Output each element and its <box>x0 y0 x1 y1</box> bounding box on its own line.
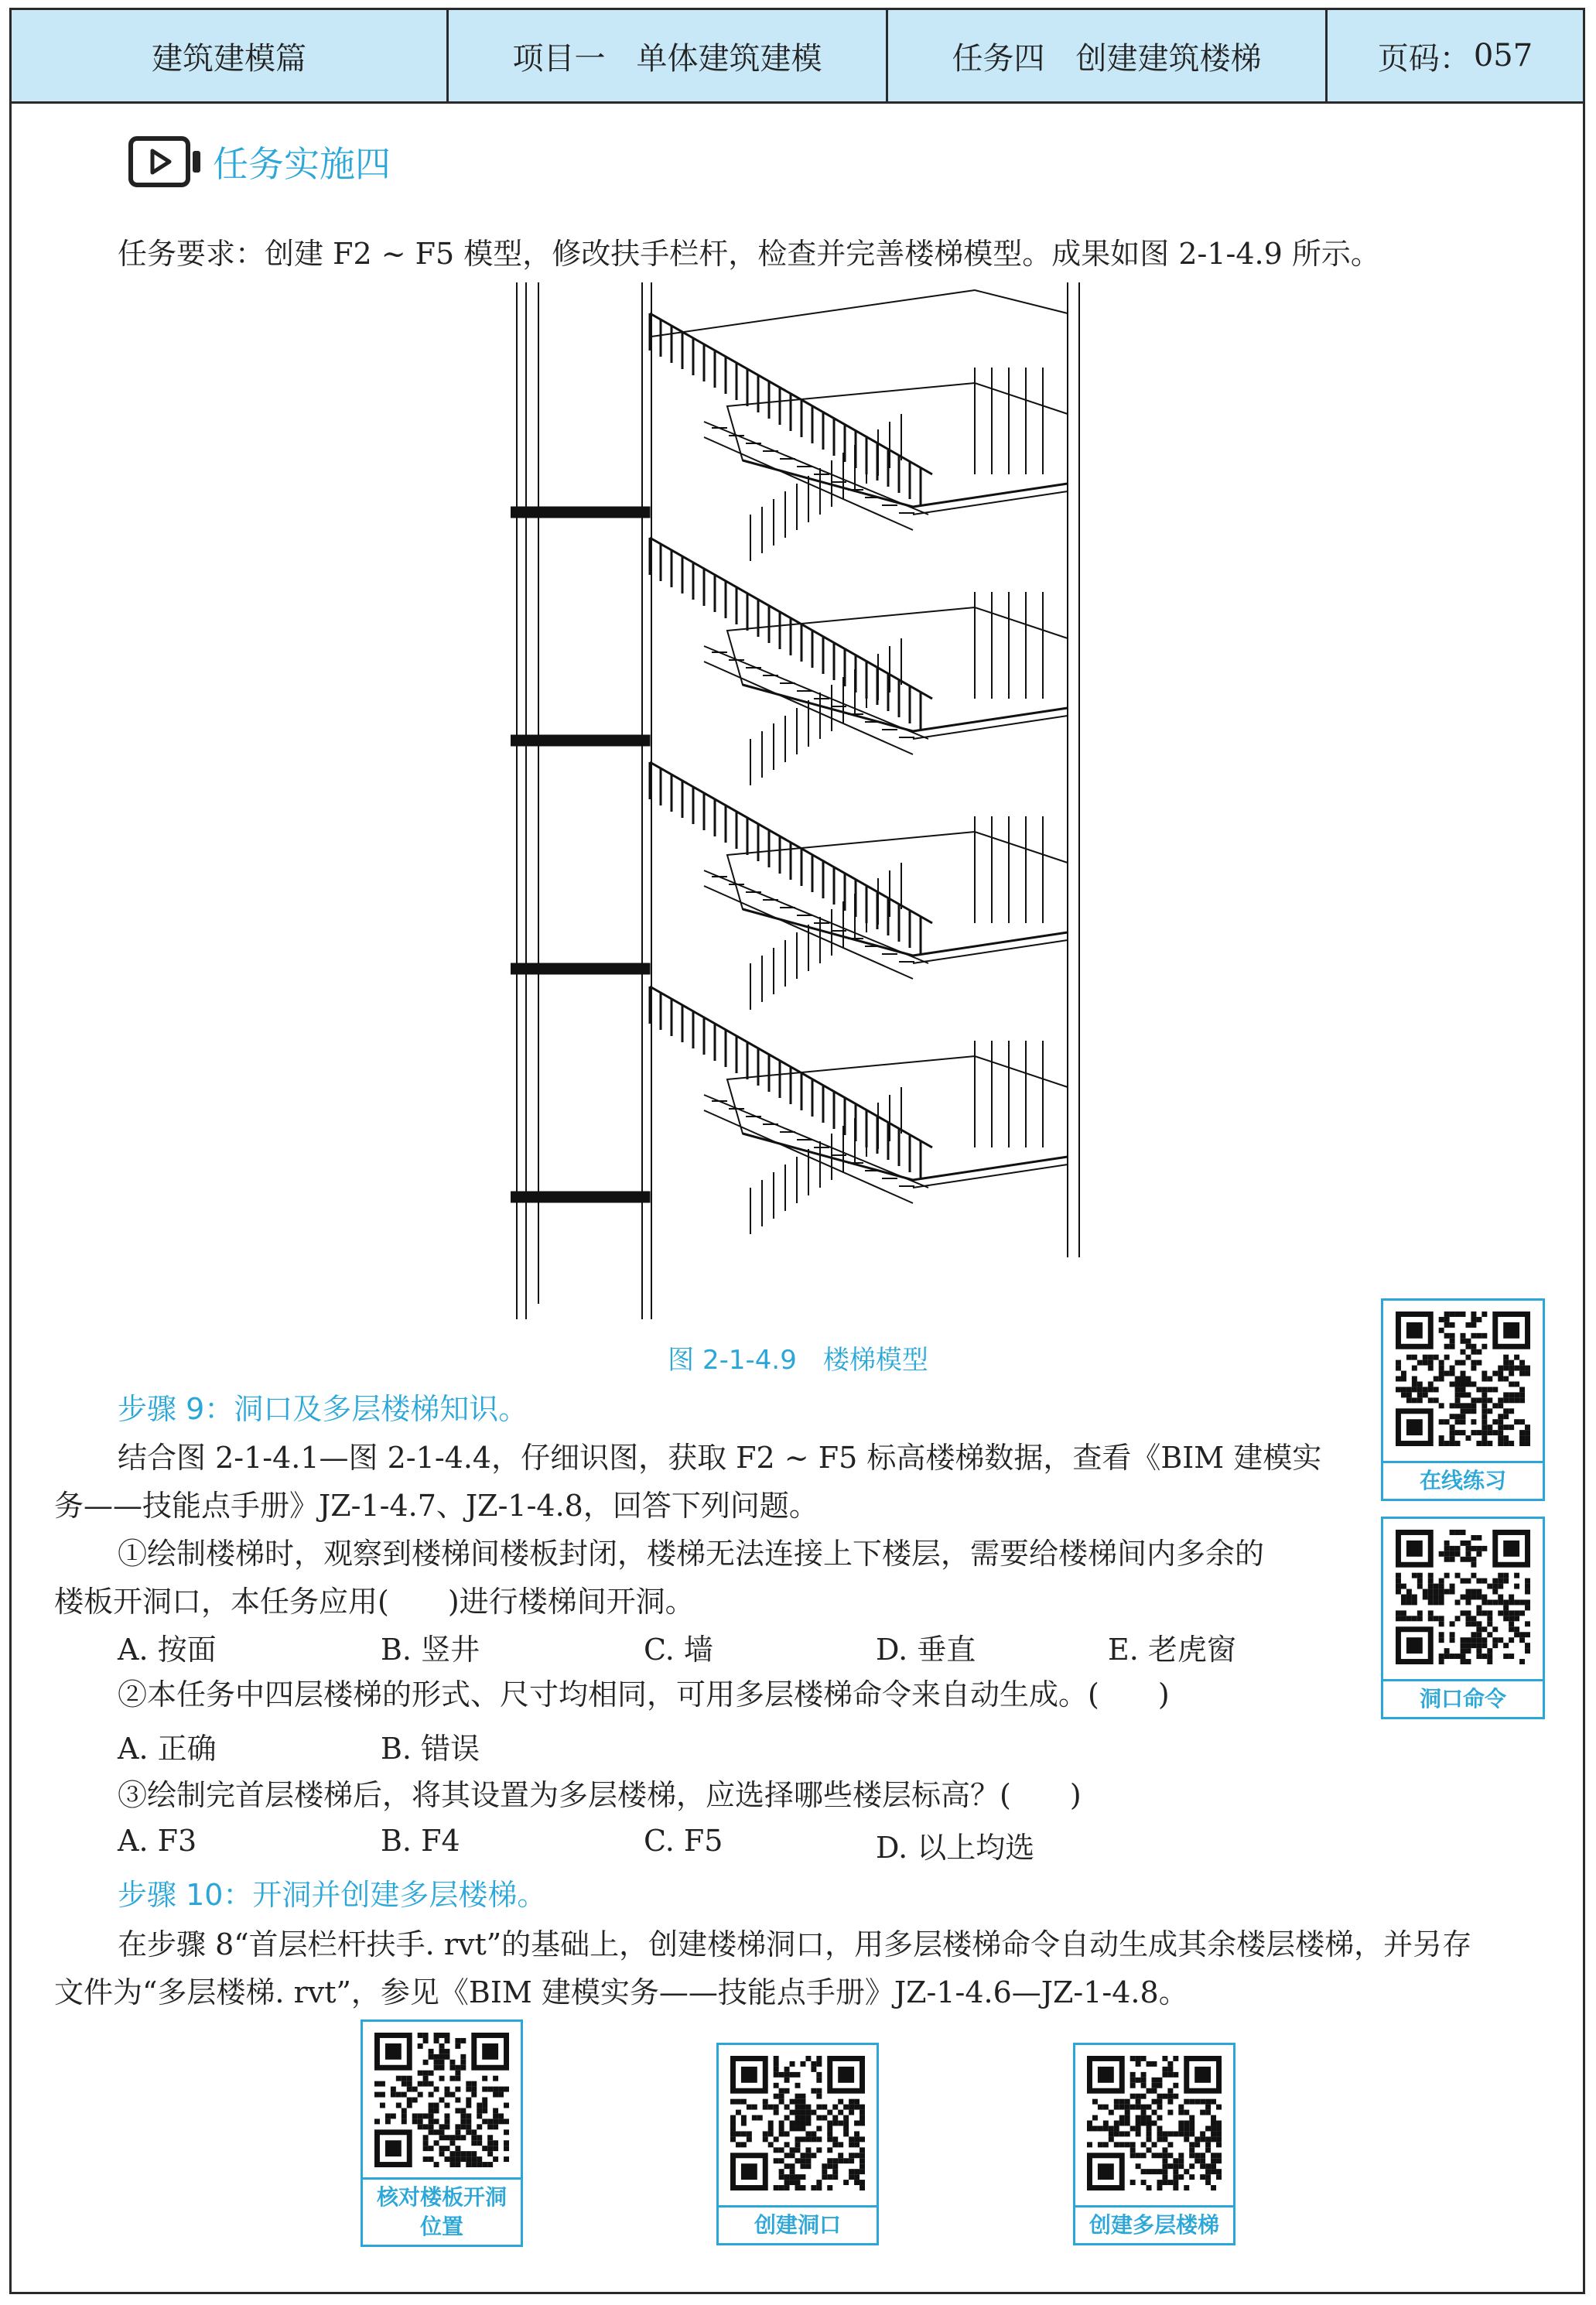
step10-line2: 文件为“多层楼梯. rvt”，参见《BIM 建模实务——技能点手册》JZ-1-4.6—JZ-1-4.8。 <box>54 1975 1188 2009</box>
qr-opening-command[interactable] <box>1381 1517 1545 1719</box>
task-requirement: 任务要求：创建 F2 ~ F5 模型，修改扶手栏杆，检查并完善楼梯模型。成果如图 2-1-4.9 所示。 <box>118 237 1380 271</box>
qr-online-practice[interactable] <box>1381 1298 1545 1501</box>
qr-check-slab-opening-label <box>363 2177 521 2245</box>
step10-line1: 在步骤 8“首层栏杆扶手. rvt”的基础上，创建楼梯洞口，用多层楼梯命令自动生成其余楼层楼梯，并另存 <box>118 1927 1472 1961</box>
option-e: E. 老虎窗 <box>1108 1633 1236 1667</box>
stair-model-figure <box>511 282 1099 1319</box>
question2: ②本任务中四层楼梯的形式、尺寸均相同，可用多层楼梯命令来自动生成。( ) <box>118 1677 1170 1712</box>
figure-caption: 图 2-1-4.9 楼梯模型 <box>668 1345 928 1376</box>
header-task-text: 任务四 创建建筑楼梯 <box>952 40 1262 77</box>
qr-online-practice-label: 在线练习 <box>1383 1461 1543 1499</box>
step9-intro-line1: 结合图 2-1-4.1—图 2-1-4.4，仔细识图，获取 F2 ~ F5 标高楼梯数据，查看《BIM 建模实 <box>118 1441 1322 1475</box>
step9-title: 步骤 9：洞口及多层楼梯知识。 <box>118 1392 528 1426</box>
option-a: A. 按面 <box>118 1633 217 1667</box>
step10-title: 步骤 10：开洞并创建多层楼梯。 <box>118 1878 547 1912</box>
option-c: C. 墙 <box>644 1633 713 1667</box>
qr-create-multistory-stairs[interactable] <box>1073 2043 1235 2245</box>
section-title-text: 任务实施四 <box>213 143 391 185</box>
section-title <box>128 135 391 188</box>
qr-code-icon <box>1396 1312 1530 1446</box>
option-b: B. 竖井 <box>381 1633 480 1667</box>
option-d: D. 垂直 <box>876 1633 976 1667</box>
page-header <box>9 8 1585 104</box>
qr-create-opening[interactable] <box>716 2043 879 2245</box>
question1-line2: 楼板开洞口，本任务应用( )进行楼梯间开洞。 <box>54 1585 695 1619</box>
video-icon <box>128 135 205 188</box>
question3: ③绘制完首层楼梯后，将其设置为多层楼梯，应选择哪些楼层标高？( ) <box>118 1778 1082 1812</box>
qr-create-multistory-stairs-label: 创建多层楼梯 <box>1075 2205 1233 2243</box>
question1-line1: ①绘制楼梯时，观察到楼梯间楼板封闭，楼梯无法连接上下楼层，需要给楼梯间内多余的 <box>118 1537 1265 1571</box>
qr-code-icon <box>1396 1530 1530 1664</box>
header-page-number: 057 <box>1473 38 1533 74</box>
option-a: A. F3 <box>118 1824 197 1858</box>
header-project <box>449 10 888 101</box>
option-b: B. 错误 <box>381 1732 480 1766</box>
header-page-label: 页码： <box>1377 40 1471 77</box>
qr-create-opening-label: 创建洞口 <box>719 2205 877 2243</box>
option-b: B. F4 <box>381 1824 460 1858</box>
header-book-section <box>12 10 449 101</box>
header-page <box>1328 10 1583 101</box>
qr-code-icon <box>374 2033 509 2167</box>
option-d: D. 以上均选 <box>876 1831 1035 1865</box>
question3-options <box>118 1824 1034 1866</box>
question2-options <box>118 1725 480 1767</box>
qr-check-slab-opening[interactable] <box>361 2019 523 2247</box>
header-book-section-text: 建筑建模篇 <box>152 40 306 77</box>
step9-intro-line2: 务——技能点手册》JZ-1-4.7、JZ-1-4.8，回答下列问题。 <box>54 1489 819 1523</box>
header-task <box>888 10 1328 101</box>
qr-label-line1: 核对楼板开洞 <box>376 2184 507 2210</box>
header-project-text: 项目一 单体建筑建模 <box>512 40 822 77</box>
qr-label-line2: 位置 <box>419 2214 463 2239</box>
qr-code-icon <box>1087 2056 1222 2190</box>
option-c: C. F5 <box>644 1824 723 1858</box>
question1-options <box>118 1626 1236 1668</box>
qr-opening-command-label: 洞口命令 <box>1383 1679 1543 1717</box>
qr-code-icon <box>730 2056 865 2190</box>
option-a: A. 正确 <box>118 1732 217 1766</box>
